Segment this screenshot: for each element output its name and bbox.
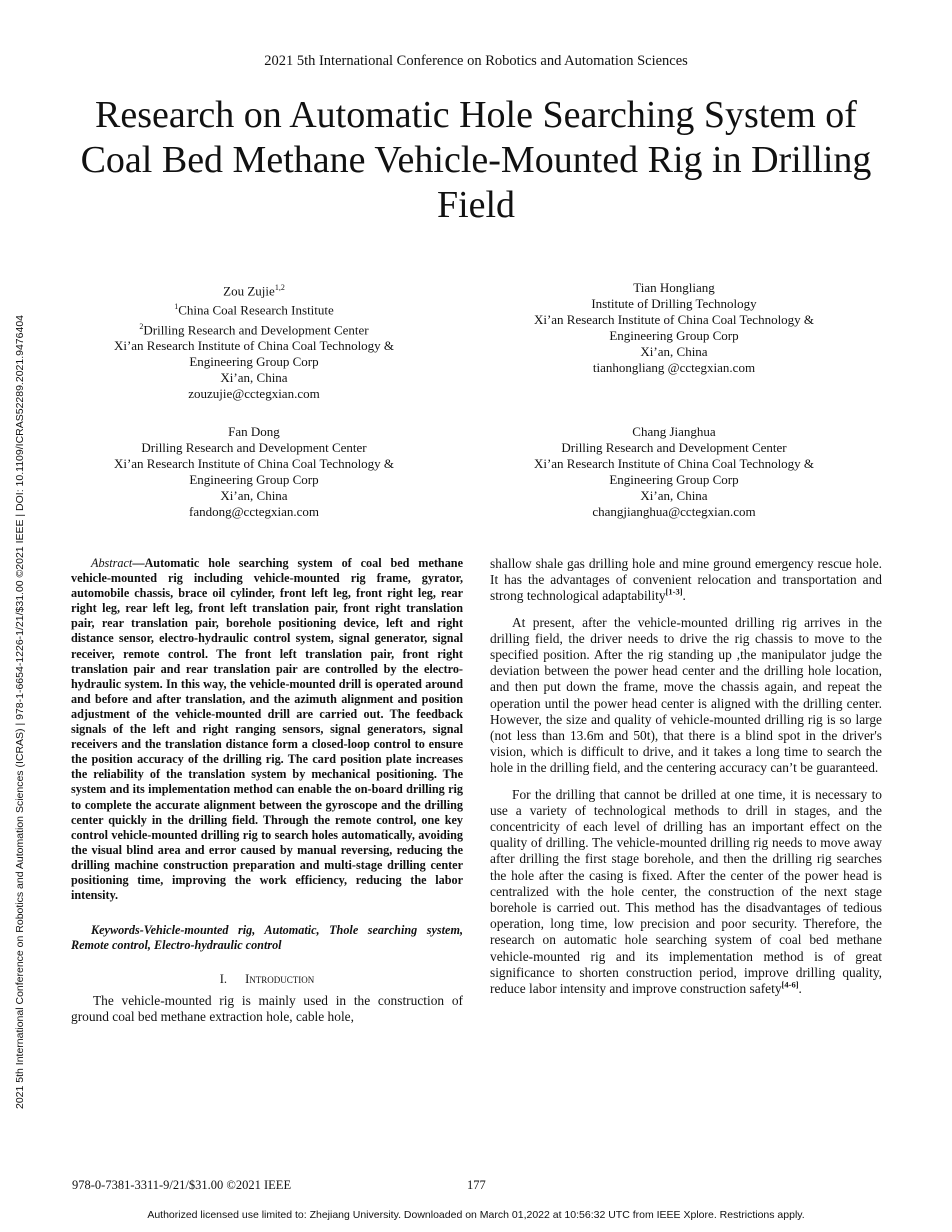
section-title: Introduction <box>245 972 315 987</box>
author-block <box>494 280 854 376</box>
author-name: Chang Jianghua <box>632 424 716 439</box>
author-email: fandong@cctegxian.com <box>188 504 319 519</box>
affiliation-line: Xi’an, China <box>640 344 708 359</box>
authorized-use-note: Authorized licensed use limited to: Zhejiang University. Downloaded on March 01,2022 at 10:56:32 UTC from IEEE Xplore. Restrictions apply. <box>147 1209 805 1221</box>
affiliation-line: Xi’an, China <box>220 369 288 385</box>
affiliation-line: Engineering Group Corp <box>609 472 739 487</box>
citation: [1-3] <box>665 586 683 597</box>
affiliation-line: Xi’an Research Institute of China Coal Technology & <box>533 312 815 327</box>
conference-header: 2021 5th International Conference on Robotics and Automation Sciences <box>264 53 688 69</box>
affiliation-line: Xi’an Research Institute of China Coal Technology & <box>113 456 395 471</box>
affiliation-line: Xi’an, China <box>220 488 288 503</box>
abstract: Abstract—Automatic hole searching system of coal bed methane vehicle-mounted rig including vehicle-mounted rig frame, gyrator, automobile chassis, brace oil cylinder, front left leg, front right leg, rear right leg, rear left leg, front left translation pair, front right translation pair, rear translation pair, borehole positioning device, left and right distance sensor, electro-hydraulic control system, signal generator, signal receiver, remote control. The front left translation pair, front right translation pair and rear translation pair are controlled by the electro-hydraulic system. In this way, the vehicle-mounted drill is operated around and before and after translation, and the azimuth alignment and position adjustment of the vehicle-mounted drill are carried out. The feedback signals of the left and right ranging sensors, signal generators, signal receivers and the translation distance form a closed-loop control to ensure the position accuracy of the drilling rig. The card position plate increases the reliability of the translation system by mechanical positioning. The system and its implementation method can enable the on-board drilling rig to complete the accurate alignment between the gyroscope and the drilling center quickly in the drilling field. Through the remote control, one key control vehicle-mounted drilling rig to search holes automatically, avoiding the visual blind area and error caused by manual reversing, reducing the drilling machine construction preparation and multi-stage drilling center positioning time, improving the work efficiency, reducing the labor intensity. <box>71 556 463 903</box>
affiliation-line: Xi’an, China <box>640 488 708 503</box>
author-email: changjianghua@cctegxian.com <box>592 504 756 519</box>
affiliation-line: Xi’an Research Institute of China Coal Technology & <box>113 337 395 353</box>
author-name: Zou Zujie <box>223 283 275 299</box>
section-heading <box>71 971 463 987</box>
page-number: 177 <box>467 1178 486 1192</box>
affiliation-line: Xi’an Research Institute of China Coal Technology & <box>533 456 815 471</box>
keywords: Keywords-Vehicle-mounted rig, Automatic, Thole searching system, Remote control, Electro-hydraulic control <box>71 923 463 953</box>
right-column <box>490 556 882 997</box>
affiliation-line: Drilling Research and Development Center <box>141 440 367 455</box>
body-paragraph: For the drilling that cannot be drilled at one time, it is necessary to use a variety of technological methods to drill in stages, and the concentricity of each level of drilling has an important effect on the quality of drilling. The vehicle-mounted drilling rig needs to move away after drilling the first stage borehole, and then the drilling rig searches the hole after the casing is fixed. After the center of the power head is centralized with the hole center, the construction of the next stage borehole is carried out. This method has the disadvantages of tedious operation, long time, low precision and poor security. Therefore, the research on automatic hole searching system of coal bed methane vehicle-mounted rig and its implementation method is of great significance to shorten construction period, improve drilling quality, reduce labor intensity and improve construction safety[4-6]. <box>490 786 882 997</box>
section-number: I. <box>219 972 228 987</box>
doi-sidebar: 2021 5th International Conference on Robotics and Automation Sciences (ICRAS) | 978-1-6654-1226-1/21/$31.00 ©2021 IEEE | DOI: 10.1109/ICRAS52289.2021.9476404 <box>14 314 26 1110</box>
author-superscript: 1,2 <box>274 283 285 292</box>
left-column <box>71 556 463 1025</box>
affiliation-line: Institute of Drilling Technology <box>591 296 757 311</box>
abstract-text: Automatic hole searching system of coal bed methane vehicle-mounted rig including vehicle-mounted rig frame, gyrator, automobile chassis, brace oil cylinder, front left leg, front right leg, rear right leg, rear left leg, front left translation pair, front right translation pair, rear translation pair, borehole positioning device, left and right distance sensor, electro-hydraulic control system, signal generator, signal receiver, remote control. The front left translation pair, front right translation pair and rear translation pair are controlled by the electro-hydraulic system. In this way, the vehicle-mounted drill is operated around and before and after translation, and the azimuth alignment and position adjustment of the vehicle-mounted drill are carried out. The feedback signals of the left and right ranging sensors, signal generators, signal receivers and the translation distance form a closed-loop control to ensure the position accuracy of the drilling rig. The card position plate increases the reliability of the translation system by mechanical positioning. The system and its implementation method can enable the on-board drilling rig to complete the accurate alignment between the gyroscope and the drilling center quickly in the drilling field. Through the remote control, one key control vehicle-mounted drilling rig to search holes automatically, avoiding the visual blind area and error caused by manual reversing, reducing the drilling machine construction preparation and multi-stage drilling center positioning time, improving the work efficiency, reducing the labor intensity. <box>71 556 463 903</box>
affiliation-line: Engineering Group Corp <box>189 353 319 369</box>
author-name: Tian Hongliang <box>633 280 715 295</box>
affiliation-line: Engineering Group Corp <box>189 472 319 487</box>
author-block: Zou Zujie$^{1,2}$ $^1$China Coal Research Institute $^2$Drilling Research and Development Center Xi’an Research Institute of China Coal Technology & Engineering Group Corp Xi’an, China zouzujie@cctegxian.com <box>74 280 434 402</box>
author-email: zouzujie@cctegxian.com <box>188 385 320 401</box>
citation: [4-6] <box>781 979 799 990</box>
intro-paragraph: The vehicle-mounted rig is mainly used in the construction of ground coal bed methane extraction hole, cable hole, <box>71 992 463 1024</box>
author-email: tianhongliang @cctegxian.com <box>592 360 756 375</box>
affiliation-line: China Coal Research Institute <box>178 302 334 318</box>
paper-title: Research on Automatic Hole Searching System of Coal Bed Methane Vehicle-Mounted Rig in Drilling Field <box>80 94 872 226</box>
body-paragraph: At present, after the vehicle-mounted drilling rig arrives in the drilling field, the driver needs to drive the rig chassis to move to the specified position. After the rig standing up ,the manipulator judge the deviation between the power head center and the drilling hole location, and then put down the frame, move the chassis again, and repeat the operation until the power head center is aligned with the drilling center. However, the size and quality of vehicle-mounted drilling rig is so large (not less than 13.6m and 50t), that there is a blind spot in the driver's vision, which is difficult to drive, and it takes a long time to search the hole in the drilling field, and the centering accuracy can’t be guaranteed. <box>490 614 882 776</box>
author-block <box>494 424 854 520</box>
author-name: Fan Dong <box>228 424 280 439</box>
footer-isbn: 978-0-7381-3311-9/21/$31.00 ©2021 IEEE <box>72 1178 292 1192</box>
affiliation-line: Drilling Research and Development Center <box>561 440 787 455</box>
affiliation-line: Drilling Research and Development Center <box>143 321 369 337</box>
affiliation-line: Engineering Group Corp <box>609 328 739 343</box>
body-paragraph: shallow shale gas drilling hole and mine ground emergency rescue hole. It has the advantages of convenient relocation and transportation and strong technological adaptability[1-3]. <box>490 556 882 604</box>
author-block <box>74 424 434 520</box>
abstract-label: Abstract <box>91 556 133 570</box>
